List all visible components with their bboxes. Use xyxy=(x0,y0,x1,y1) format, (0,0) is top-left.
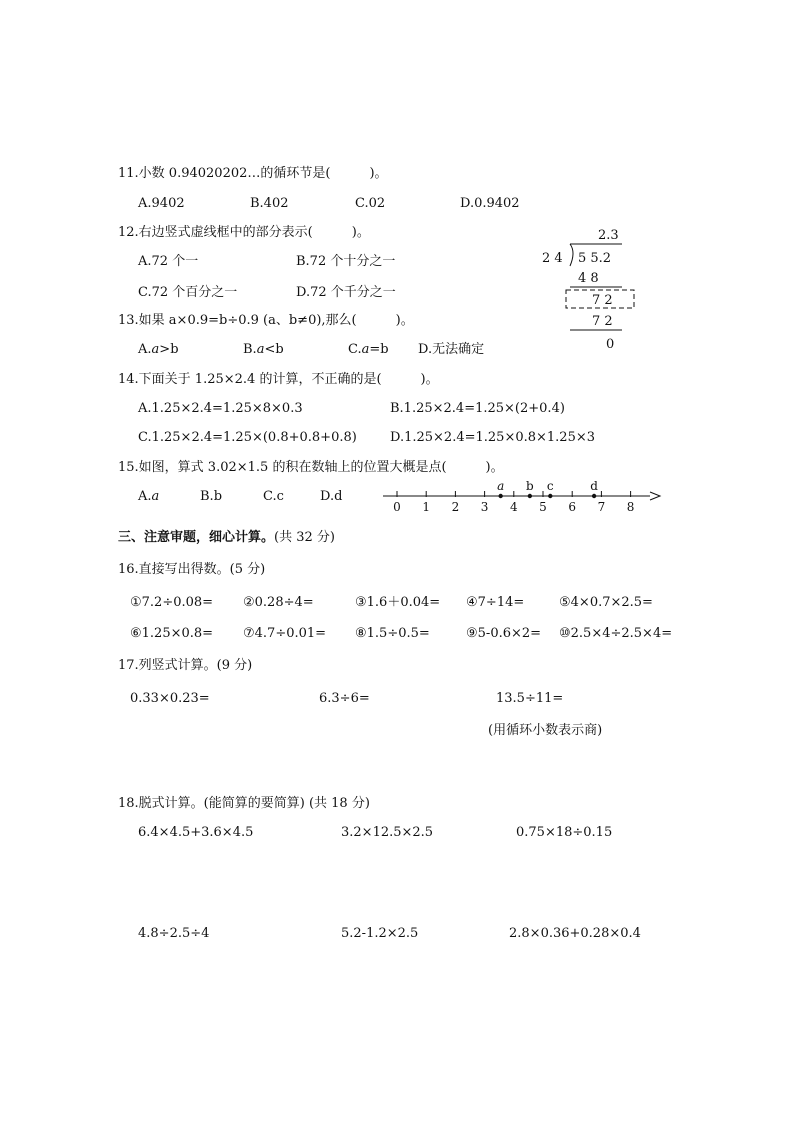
q12-option-b: B.72 个十分之一 xyxy=(296,254,396,269)
division-step2: 7 2 xyxy=(592,314,613,329)
q16-item-3: ③1.6＋0.04= xyxy=(355,595,441,610)
division-dividend: 5 5.2 xyxy=(578,251,612,266)
q17-item-1: 0.33×0.23= xyxy=(130,691,210,706)
division-step1: 4 8 xyxy=(578,271,599,286)
q11-option-d: D.0.9402 xyxy=(460,196,520,211)
q11-stem: 11.小数 0.94020202…的循环节是( )。 xyxy=(118,166,388,181)
q17-stem: 17.列竖式计算。(9 分) xyxy=(118,658,253,673)
q16-item-4: ④7÷14= xyxy=(466,595,525,610)
q18-item-3: 0.75×18÷0.15 xyxy=(516,825,613,840)
q16-item-8: ⑧1.5÷0.5= xyxy=(355,626,430,641)
number-line-tick-label: 3 xyxy=(480,500,489,514)
q12-option-a: A.72 个一 xyxy=(138,254,199,269)
q15-option-c: C.c xyxy=(263,489,284,504)
division-remainder: 0 xyxy=(606,337,615,352)
q17-item-3: 13.5÷11= xyxy=(496,691,564,706)
q18-item-4: 4.8÷2.5÷4 xyxy=(138,926,210,941)
q17-item-2: 6.3÷6= xyxy=(319,691,370,706)
q18-item-1: 6.4×4.5+3.6×4.5 xyxy=(138,825,254,840)
q13-stem: 13.如果 a×0.9=b÷0.9 (a、b≠0),那么( )。 xyxy=(118,313,414,328)
q15-stem: 15.如图，算式 3.02×1.5 的积在数轴上的位置大概是点( )。 xyxy=(118,460,504,475)
number-line-tick-label: 4 xyxy=(509,500,518,514)
division-boxed-part: 7 2 xyxy=(592,293,613,308)
division-divisor: 2 4 xyxy=(542,251,563,266)
q11-option-a: A.9402 xyxy=(138,196,185,211)
number-line-tick-label: 7 xyxy=(597,500,606,514)
q16-item-5: ⑤4×0.7×2.5= xyxy=(559,595,653,610)
number-line-tick-label: 0 xyxy=(393,500,401,514)
number-line-tick-label: 1 xyxy=(422,500,431,514)
q14-stem: 14.下面关于 1.25×2.4 的计算，不正确的是( )。 xyxy=(118,372,439,387)
q16-item-7: ⑦4.7÷0.01= xyxy=(243,626,327,641)
q12-option-d: D.72 个千分之一 xyxy=(296,285,396,300)
q16-stem: 16.直接写出得数。(5 分) xyxy=(118,562,266,577)
number-line-point-label: d xyxy=(590,479,598,493)
number-line-point-label: a xyxy=(497,479,505,493)
number-line xyxy=(380,478,680,518)
number-line-tick-label: 8 xyxy=(626,500,635,514)
q13-option-b: B.a<b xyxy=(243,342,284,357)
q18-item-2: 3.2×12.5×2.5 xyxy=(341,825,434,840)
division-quotient: 2.3 xyxy=(598,228,619,243)
q14-option-b: B.1.25×2.4=1.25×(2+0.4) xyxy=(390,401,565,416)
q11-option-b: B.402 xyxy=(250,196,289,211)
number-line-point-c xyxy=(548,494,552,498)
number-line-tick-label: 5 xyxy=(539,500,547,514)
number-line-point-b xyxy=(528,494,532,498)
q14-option-a: A.1.25×2.4=1.25×8×0.3 xyxy=(138,401,303,416)
q11-option-c: C.02 xyxy=(355,196,386,211)
number-line-tick-label: 2 xyxy=(451,500,460,514)
q16-item-2: ②0.28÷4= xyxy=(243,595,314,610)
number-line-point-d xyxy=(592,494,596,498)
number-line-arrow xyxy=(650,492,660,500)
q13-option-c: C.a=b xyxy=(348,342,389,357)
q12-stem: 12.右边竖式虚线框中的部分表示( )。 xyxy=(118,225,370,240)
q18-item-6: 2.8×0.36+0.28×0.4 xyxy=(509,926,641,941)
q16-item-9: ⑨5-0.6×2= xyxy=(466,626,542,641)
q16-item-6: ⑥1.25×0.8= xyxy=(130,626,214,641)
q15-option-d: D.d xyxy=(320,489,343,504)
q16-item-1: ①7.2÷0.08= xyxy=(130,595,214,610)
long-division-figure xyxy=(530,222,650,352)
section3-header: 三、注意审题，细心计算。(共 32 分) xyxy=(118,530,335,545)
q13-option-d: D.无法确定 xyxy=(418,342,485,357)
q14-option-d: D.1.25×2.4=1.25×0.8×1.25×3 xyxy=(390,430,596,445)
number-line-point-a xyxy=(498,494,502,498)
q14-option-c: C.1.25×2.4=1.25×(0.8+0.8+0.8) xyxy=(138,430,357,445)
division-bracket xyxy=(570,244,573,266)
number-line-point-label: c xyxy=(546,479,554,493)
q17-note: (用循环小数表示商) xyxy=(488,723,603,738)
q12-option-c: C.72 个百分之一 xyxy=(138,285,238,300)
q18-stem: 18.脱式计算。(能简算的要简算) (共 18 分) xyxy=(118,796,370,811)
q13-option-a: A.a>b xyxy=(138,342,179,357)
q16-item-10: ⑩2.5×4÷2.5×4= xyxy=(559,626,673,641)
number-line-tick-label: 6 xyxy=(568,500,577,514)
q15-option-b: B.b xyxy=(200,489,223,504)
number-line-point-label: b xyxy=(526,479,534,493)
q18-item-5: 5.2-1.2×2.5 xyxy=(341,926,419,941)
q15-option-a: A.a xyxy=(138,489,160,504)
